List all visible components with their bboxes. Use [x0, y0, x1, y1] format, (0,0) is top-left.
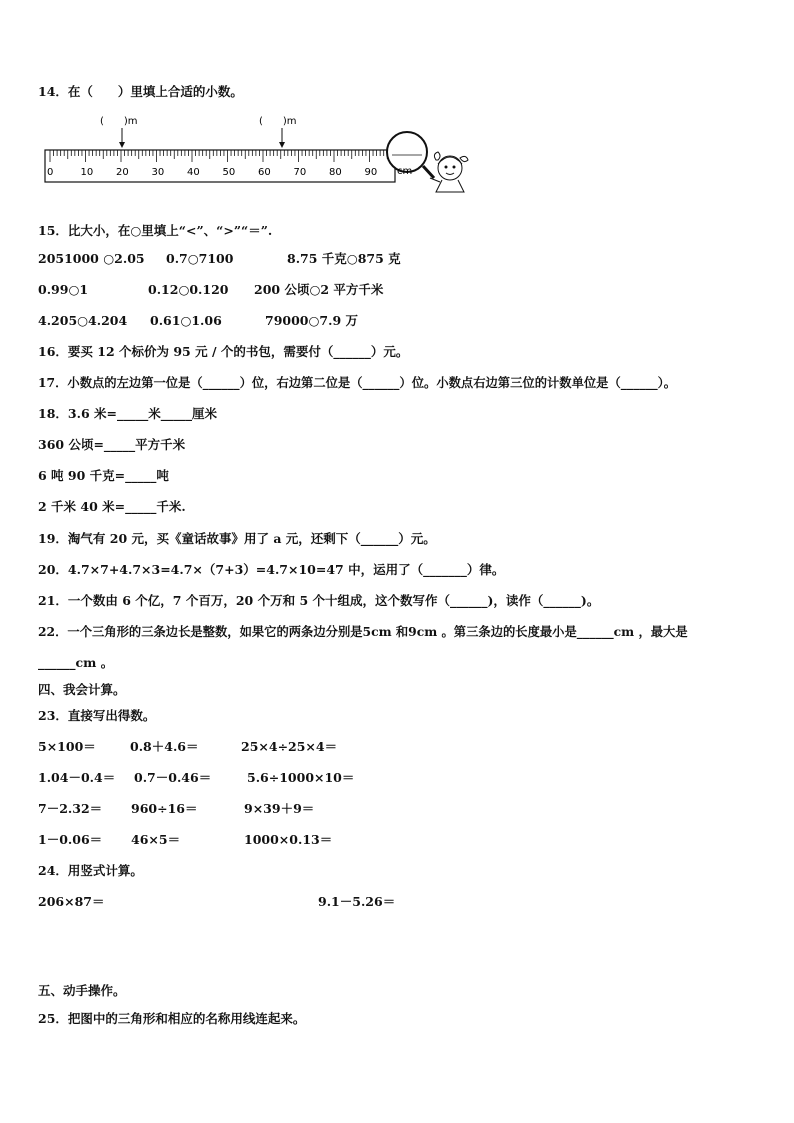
q23-r1-c3: 25×4÷25×4＝ [241, 739, 338, 754]
ruler-unit: cm [397, 166, 413, 177]
q15-r1-c2: 0.7○7100 [166, 251, 234, 266]
q18-line3: 6 吨 90 千克=_____吨 [38, 468, 169, 483]
q23-r3-c2: 960÷16＝ [131, 801, 198, 816]
q15-r3-c2: 0.61○1.06 [150, 313, 222, 328]
q23-text: 23．直接写出得数。 [38, 708, 156, 723]
q14-text: 14．在（ ）里填上合适的小数。 [38, 84, 243, 99]
ruler-number: 40 [187, 167, 200, 178]
q15-text: 15．比大小，在○里填上“<”、“>”“＝”. [38, 223, 273, 238]
q25-text: 25．把图中的三角形和相应的名称用线连起来。 [38, 1011, 306, 1026]
section-5-heading: 五、动手操作。 [38, 983, 126, 998]
q19-text: 19．淘气有 20 元，买《童话故事》用了 a 元，还剩下（______）元。 [38, 531, 436, 546]
q15-r3-c3: 79000○7.9 万 [265, 313, 358, 328]
q15-r1-c1: 2051000 ○2.05 [38, 251, 145, 266]
ruler-number: 50 [222, 167, 236, 178]
q23-r2-c1: 1.04－0.4＝ [38, 770, 116, 785]
q21-text: 21．一个数由 6 个亿，7 个百万，20 个万和 5 个十组成，这个数写作（______)，读作（______)。 [38, 593, 600, 608]
q23-r4-c1: 1－0.06＝ [38, 832, 103, 847]
q23-r3-c1: 7－2.32＝ [38, 801, 103, 816]
q15-r3-c1: 4.205○4.204 [38, 313, 128, 328]
q24-item-2: 9.1－5.26＝ [318, 894, 396, 909]
ruler-number: 90 [364, 167, 378, 178]
q15-r2-c1: 0.99○1 [38, 282, 89, 297]
q23-r2-c2: 0.7－0.46＝ [134, 770, 212, 785]
q16-text: 16．要买 12 个标价为 95 元 / 个的书包，需要付（______）元。 [38, 344, 409, 359]
q23-r2-c3: 5.6÷1000×10＝ [247, 770, 355, 785]
q23-r3-c3: 9×39＋9＝ [244, 801, 315, 816]
q18-line1: 18．3.6 米=_____米_____厘米 [38, 406, 217, 421]
ruler-blank-label-2: ( )m [259, 116, 297, 127]
q23-r1-c1: 5×100＝ [38, 739, 96, 754]
ruler-number: 30 [151, 167, 165, 178]
q22-line1: 22．一个三角形的三条边长是整数，如果它的两条边分别是5cm 和9cm 。第三条边的长度最小是______cm ，最大是 [38, 624, 688, 639]
ruler-number: 70 [293, 167, 307, 178]
q23-r1-c2: 0.8＋4.6＝ [130, 739, 199, 754]
q22-line2: ______cm 。 [38, 655, 114, 670]
q20-text: 20．4.7×7+4.7×3=4.7×（7+3）=4.7×10=47 中，运用了（_______）律。 [38, 562, 505, 577]
q15-r2-c3: 200 公顷○2 平方千米 [254, 282, 384, 297]
section-4-heading: 四、我会计算。 [38, 682, 126, 697]
girl-figure-icon [430, 152, 468, 192]
q24-text: 24．用竖式计算。 [38, 863, 143, 878]
ruler-number: 10 [80, 167, 94, 178]
q23-r4-c3: 1000×0.13＝ [244, 832, 333, 847]
q23-r4-c2: 46×5＝ [131, 832, 181, 847]
ruler-figure [40, 112, 480, 202]
ruler-blank-label-1: ( )m [100, 116, 138, 127]
q15-r1-c3: 8.75 千克○875 克 [287, 251, 401, 266]
q18-line4: 2 千米 40 米=_____千米. [38, 499, 186, 514]
q18-line2: 360 公顷=_____平方千米 [38, 437, 186, 452]
ruler-number: 80 [329, 167, 342, 178]
q24-item-1: 206×87＝ [38, 894, 105, 909]
ruler-number: 0 [47, 167, 54, 178]
ruler-number: 20 [116, 167, 129, 178]
q15-r2-c2: 0.12○0.120 [148, 282, 229, 297]
ruler-number: 60 [258, 167, 271, 178]
q17-text: 17．小数点的左边第一位是（______）位，右边第二位是（______）位。小数点右边第三位的计数单位是（______）。 [38, 375, 677, 390]
